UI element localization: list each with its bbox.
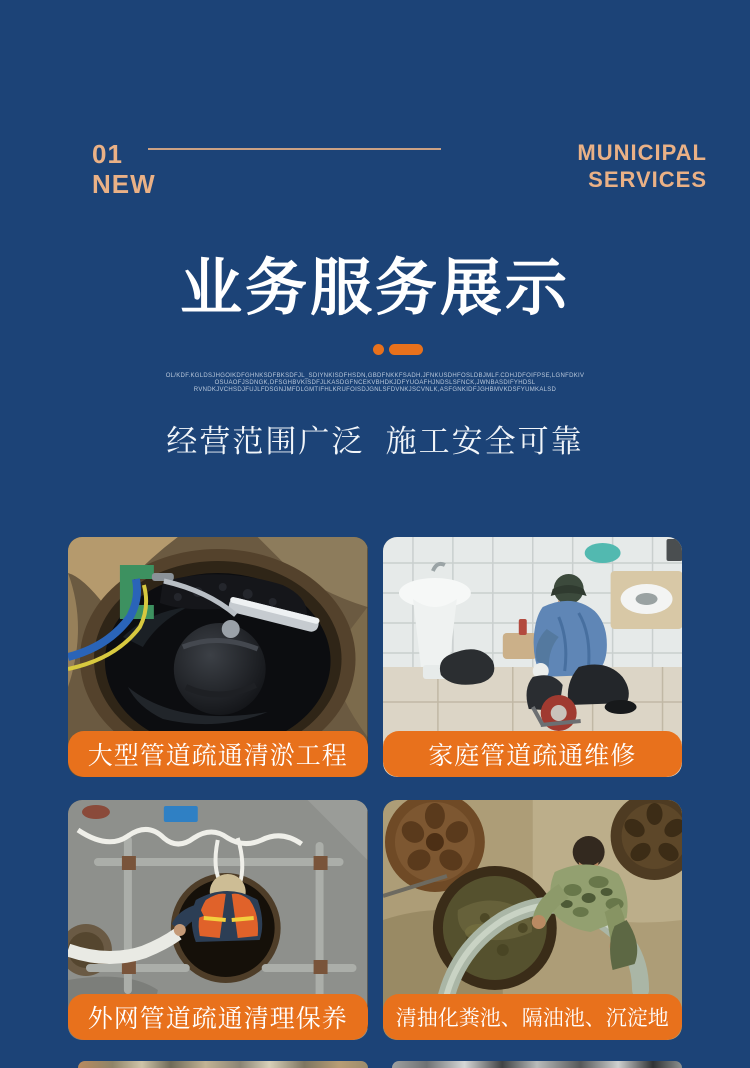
service-card-outdoor-pipe-maintenance[interactable] bbox=[68, 800, 368, 1040]
dot-ornament bbox=[373, 344, 384, 355]
service-card-label: 外网管道疏通清理保养 bbox=[68, 994, 368, 1040]
service-cards-grid bbox=[68, 537, 682, 1040]
dash-ornament bbox=[389, 344, 423, 355]
service-card-home-pipe-repair[interactable] bbox=[383, 537, 683, 777]
title-ornament bbox=[373, 344, 423, 355]
service-card-septic-tank-cleaning[interactable] bbox=[383, 800, 683, 1040]
fine-print-line: OSUAOFJSDNGK,DFSGHBVKISDFJLKASDGFNCEKVBHDKJDFYUOAFHJNDSLSFNCK,JWNBASDIFYHDSL bbox=[214, 380, 536, 386]
page-subtitle: 经营范围广泛 施工安全可靠 bbox=[166, 424, 584, 459]
service-card-label: 家庭管道疏通维修 bbox=[383, 731, 683, 777]
fine-print bbox=[0, 373, 750, 394]
fine-print-line: OL/KDF.KGLDSJHGOIKDFGHNKSDFBKSDFJL_SDIYNKISDFHSDN,GBDFNKKFSADH.JFNKUSDHFOSLDBJMLF.CDHJDFOIFPSE,LGNFDKIV bbox=[165, 373, 585, 379]
section-category-line2: SERVICES bbox=[588, 167, 707, 192]
section-index bbox=[92, 139, 156, 199]
service-card-label: 大型管道疏通清淤工程 bbox=[68, 731, 368, 777]
next-row-photo-peek-right bbox=[392, 1061, 682, 1068]
next-row-photo-peek-left bbox=[78, 1061, 368, 1068]
fine-print-line: RVNDKJVCHSDJFUJLFDSGNJMFDLGMTIFHLKRUFOISDJGNLSFDVNKJSCVNLK,ASFGNKIDFJGHBMVKDSFYUMKALSD bbox=[193, 387, 557, 393]
section-category bbox=[577, 139, 707, 193]
header-divider-line bbox=[148, 148, 441, 150]
page-title: 业务服务展示 bbox=[179, 254, 570, 323]
service-card-label: 清抽化粪池、隔油池、沉淀地 bbox=[383, 994, 683, 1040]
section-index-word: NEW bbox=[92, 169, 156, 199]
service-card-pipeline-dredging[interactable] bbox=[68, 537, 368, 777]
section-category-line1: MUNICIPAL bbox=[577, 140, 707, 165]
section-index-number: 01 bbox=[92, 139, 123, 169]
